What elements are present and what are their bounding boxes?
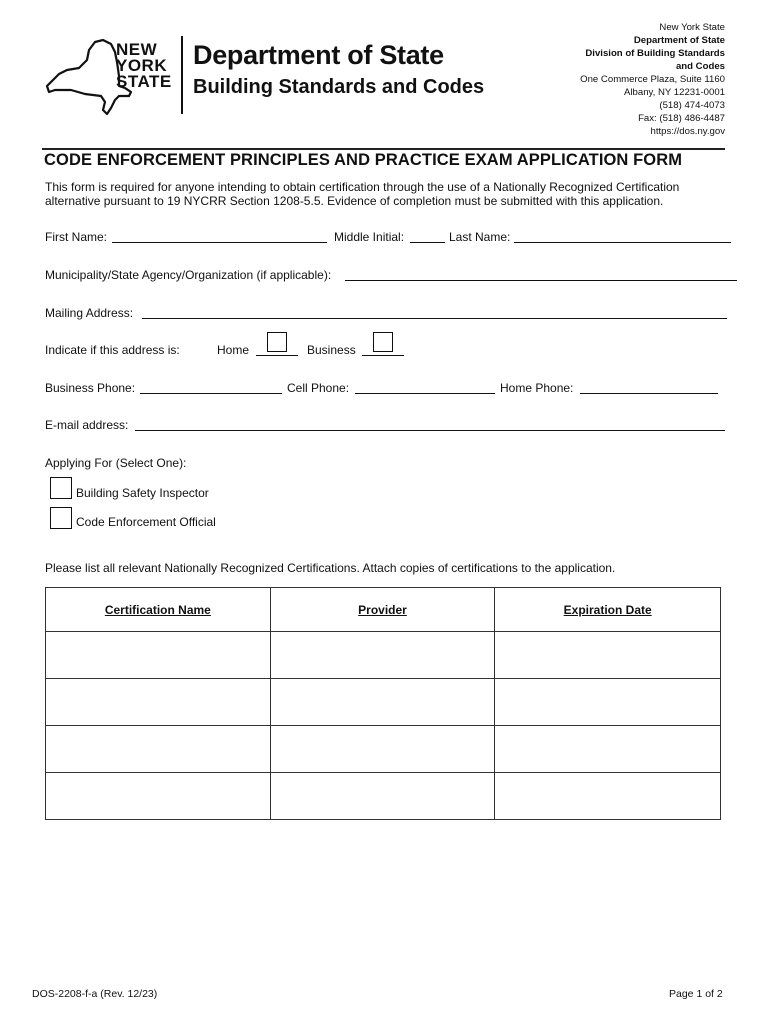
address-line: Division of Building Standards: [585, 48, 725, 59]
last-name-field[interactable]: [514, 230, 731, 243]
business-phone-label: Business Phone:: [45, 381, 136, 395]
applying-for-label: Applying For (Select One):: [45, 456, 187, 470]
middle-initial-field[interactable]: [410, 230, 445, 243]
first-name-field[interactable]: [112, 230, 327, 243]
code-enforcement-official-label: Code Enforcement Official: [76, 515, 216, 529]
logo-word-new: NEW: [116, 40, 158, 59]
cell-phone-label: Cell Phone:: [287, 381, 350, 395]
agency-address-block: [580, 21, 725, 138]
address-line: New York State: [659, 22, 725, 33]
last-name-label: Last Name:: [449, 230, 511, 244]
certification-name-header: Certification Name: [46, 588, 271, 632]
certification-name-cell[interactable]: [46, 726, 271, 773]
organization-label: Municipality/State Agency/Organization (if applicable):: [45, 268, 332, 282]
organization-field[interactable]: [345, 268, 737, 281]
division-title: Building Standards and Codes: [193, 76, 485, 98]
mailing-address-label: Mailing Address:: [45, 306, 134, 320]
table-header-row: [46, 588, 721, 632]
address-type-label: Indicate if this address is:: [45, 343, 180, 357]
first-name-label: First Name:: [45, 230, 108, 244]
certification-instruction: Please list all relevant Nationally Recognized Certifications. Attach copies of certifications to the application.: [45, 561, 616, 575]
form-title: CODE ENFORCEMENT PRINCIPLES AND PRACTICE EXAM APPLICATION FORM: [44, 151, 683, 169]
home-label: Home: [217, 343, 250, 357]
home-phone-label: Home Phone:: [500, 381, 574, 395]
address-line: One Commerce Plaza, Suite 1160: [580, 74, 725, 85]
mailing-address-field[interactable]: [142, 306, 727, 319]
provider-cell[interactable]: [270, 773, 495, 820]
expiration-date-cell[interactable]: [495, 773, 721, 820]
form-id: DOS-2208-f-a (Rev. 12/23): [32, 988, 158, 1000]
address-line: Albany, NY 12231-0001: [624, 87, 725, 98]
business-phone-field[interactable]: [140, 381, 282, 394]
building-safety-inspector-label: Building Safety Inspector: [76, 486, 209, 500]
organization-row: [45, 268, 737, 284]
nys-logo-wordmark: [116, 42, 172, 90]
table-row: [46, 773, 721, 820]
provider-header: Provider: [270, 588, 495, 632]
expiration-date-cell[interactable]: [495, 679, 721, 726]
expiration-date-cell[interactable]: [495, 726, 721, 773]
certification-name-cell[interactable]: [46, 773, 271, 820]
email-label: E-mail address:: [45, 418, 129, 432]
table-row: [46, 726, 721, 773]
home-checkbox[interactable]: [267, 332, 287, 352]
form-intro: This form is required for anyone intending to obtain certification through the use of a Nationally Recognized Certification alternative pursuant to 19 NYCRR Section 1208-5.5. Evidence of completion must be submitted with this application.: [45, 180, 680, 208]
address-line: and Codes: [675, 61, 725, 72]
cell-phone-field[interactable]: [355, 381, 495, 394]
mailing-address-row: [45, 306, 727, 322]
address-line: (518) 474-4073: [659, 100, 725, 111]
email-row: [45, 418, 725, 434]
certification-name-cell[interactable]: [46, 632, 271, 679]
code-enforcement-official-checkbox[interactable]: [50, 507, 72, 529]
phone-row: [45, 381, 725, 397]
building-safety-inspector-checkbox[interactable]: [50, 477, 72, 499]
address-type-row: [45, 343, 445, 359]
applying-for-row: [45, 456, 345, 472]
address-line: Department of State: [633, 35, 725, 46]
expiration-date-cell[interactable]: [495, 632, 721, 679]
logo-word-york: YORK: [116, 56, 168, 75]
logo-divider: [181, 36, 183, 114]
middle-initial-label: Middle Initial:: [334, 230, 405, 244]
business-label: Business: [307, 343, 356, 357]
home-phone-field[interactable]: [580, 381, 718, 394]
provider-cell[interactable]: [270, 726, 495, 773]
email-field[interactable]: [135, 418, 725, 431]
table-row: [46, 679, 721, 726]
provider-cell[interactable]: [270, 632, 495, 679]
page-number: Page 1 of 2: [669, 988, 723, 1000]
title-rule: [42, 148, 725, 150]
certification-table: [45, 587, 721, 820]
address-line: Fax: (518) 486-4487: [638, 113, 725, 124]
address-line: https://dos.ny.gov: [650, 126, 725, 137]
name-row: [45, 230, 735, 246]
certification-name-cell[interactable]: [46, 679, 271, 726]
expiration-date-header: Expiration Date: [495, 588, 721, 632]
department-title: Department of State: [193, 40, 444, 70]
table-row: [46, 632, 721, 679]
business-checkbox[interactable]: [373, 332, 393, 352]
provider-cell[interactable]: [270, 679, 495, 726]
logo-word-state: STATE: [116, 72, 172, 91]
